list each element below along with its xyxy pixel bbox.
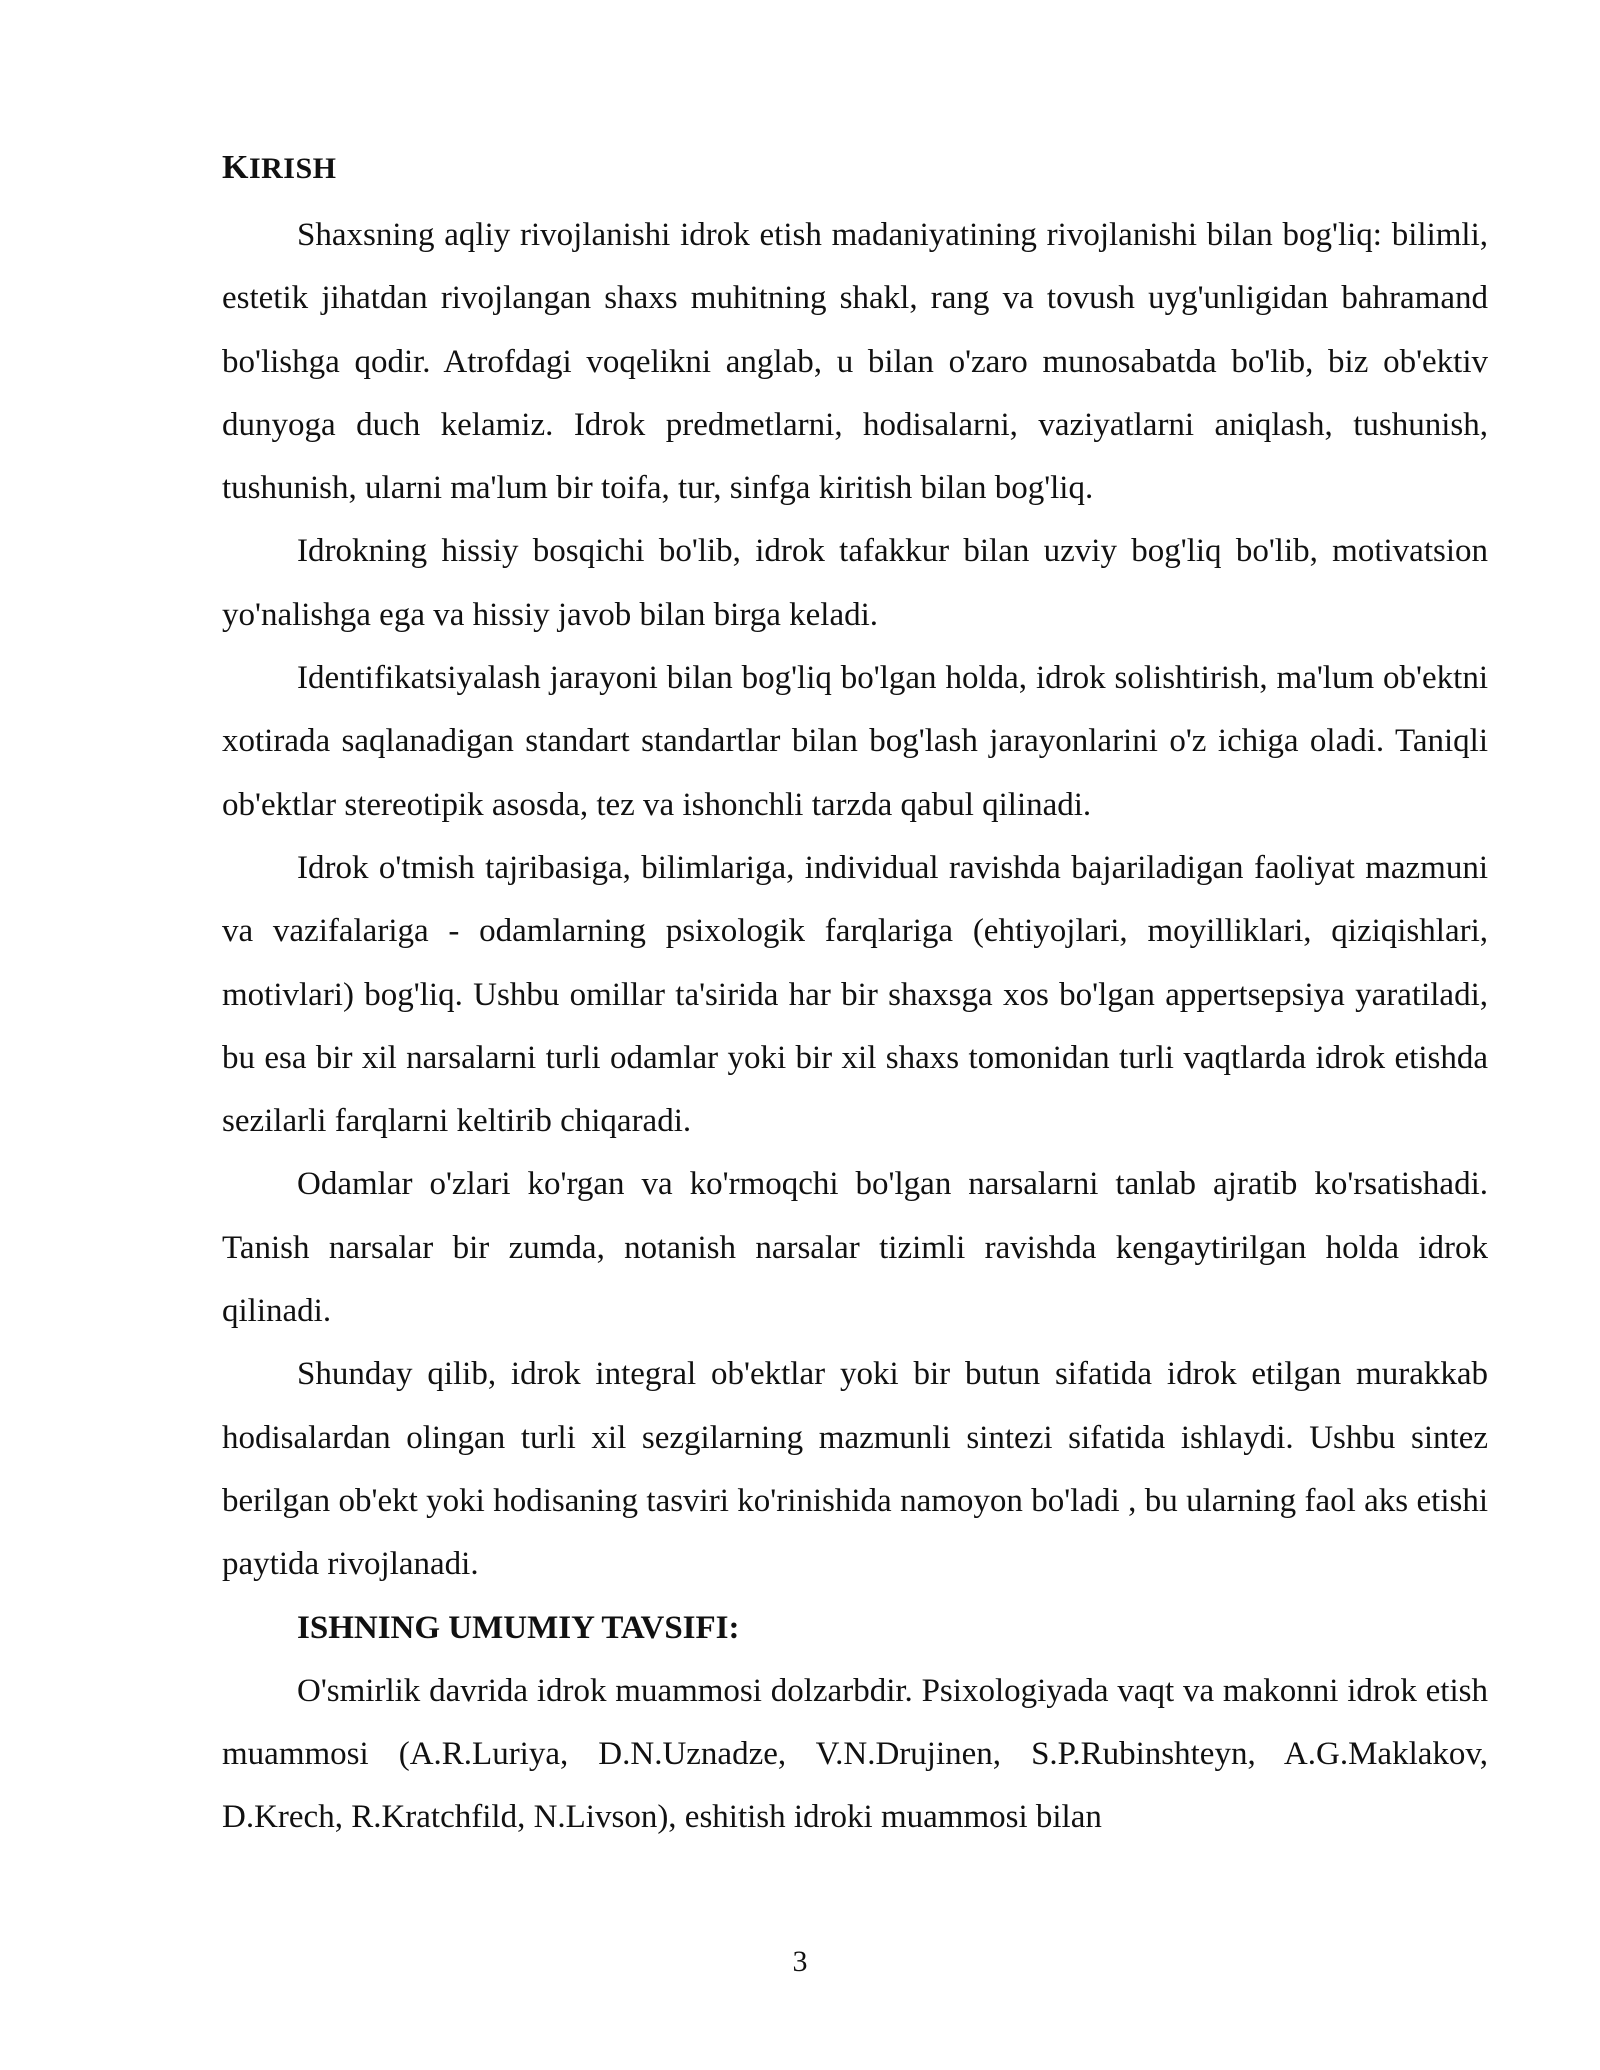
paragraph: Odamlar o'zlari ko'rgan va ko'rmoqchi bo'lgan narsalarni tanlab ajratib ko'rsatishadi. Tanish narsalar bir zumda, notanish narsalar tizimli ravishda kengaytirilgan holda idrok qilinadi. [222, 1166, 1488, 1330]
intro-heading-initial: K [222, 149, 249, 186]
paragraph: O'smirlik davrida idrok muammosi dolzarbdir. Psixologiyada vaqt va makonni idrok etish muammosi (A.R.Luriya, D.N.Uznadze, V.N.Drujinen, S.P.Rubinshteyn, A.G.Maklakov, D.Krech, R.Kratchfild, N.Livson), eshitish idroki muammosi bilan [222, 1672, 1488, 1836]
paragraph: Idrok o'tmish tajribasiga, bilimlariga, individual ravishda bajariladigan faoliyat mazmuni va vazifalariga - odamlarning psixologik farqlariga (ehtiyojlari, moyilliklari, qiziqishlari, motivlari) bog'liq. Ushbu omillar ta'sirida har bir shaxsga xos bo'lgan appertsepsiya yaratiladi, bu esa bir xil narsalarni turli odamlar yoki bir xil shaxs tomonidan turli vaqtlarda idrok etishda sezilarli farqlarni keltirib chiqaradi. [222, 849, 1488, 1140]
page-number: 3 [792, 1945, 808, 1978]
intro-heading-rest: IRISH [248, 152, 337, 185]
paragraph: Shaxsning aqliy rivojlanishi idrok etish madaniyatining rivojlanishi bilan bog'liq: bilimli, estetik jihatdan rivojlangan shaxs muhitning shakl, rang va tovush uyg'unligidan bahramand bo'lishga qodir. Atrofdagi voqelikni anglab, u bilan o'zaro munosabatda bo'lib, biz ob'ektiv dunyoga duch kelamiz. Idrok predmetlarni, hodisalarni, vaziyatlarni aniqlash, tushunish, tushunish, ularni ma'lum bir toifa, tur, sinfga kiritish bilan bog'liq. [222, 217, 1488, 507]
paragraph: Idrokning hissiy bosqichi bo'lib, idrok tafakkur bilan uzviy bog'liq bo'lib, motivatsion yo'nalishga ega va hissiy javob bilan birga keladi. [222, 533, 1488, 633]
paragraph: Identifikatsiyalash jarayoni bilan bog'liq bo'lgan holda, idrok solishtirish, ma'lum ob'ektni xotirada saqlanadigan standart standartlar bilan bog'lash jarayonlarini o'z ichiga oladi. Taniqli ob'ektlar stereotipik asosda, tez va ishonchli tarzda qabul qilinadi. [222, 660, 1488, 823]
paragraph: Shunday qilib, idrok integral ob'ektlar yoki bir butun sifatida idrok etilgan murakkab hodisalardan olingan turli xil sezgilarning mazmunli sintezi sifatida ishlaydi. Ushbu sintez berilgan ob'ekt yoki hodisaning tasviri ko'rinishida namoyon bo'ladi , bu ularning faol aks etishi paytida rivojlanadi. [222, 1356, 1488, 1583]
section-heading: ISHNING UMUMIY TAVSIFI: [297, 1609, 740, 1646]
document-page [222, 148, 1488, 1850]
intro-heading [222, 148, 1488, 189]
